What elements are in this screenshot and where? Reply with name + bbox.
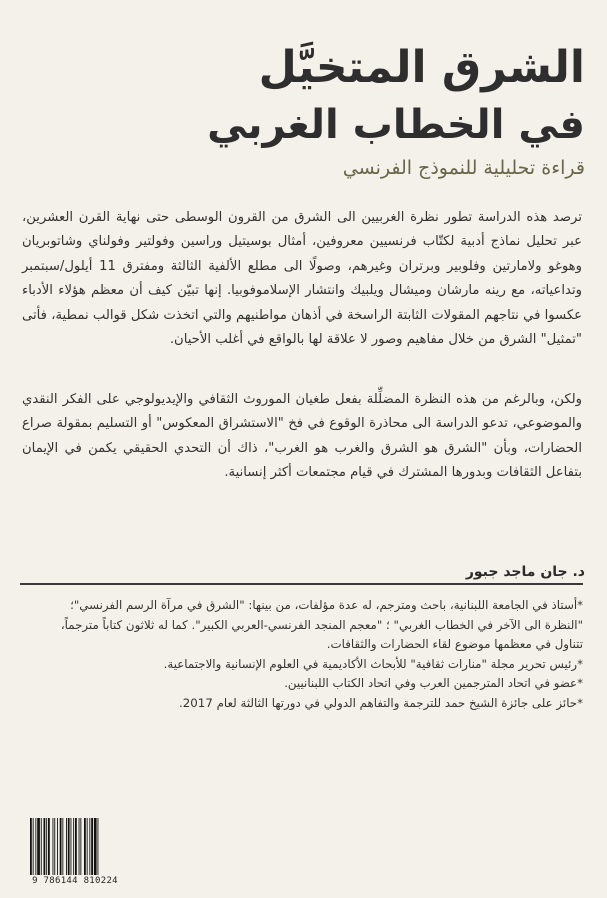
isbn-number: 9 786144 810224 xyxy=(28,875,122,887)
bio-line: *عضو في اتحاد المترجمين العرب وفي اتحاد الكتاب اللبنانيين. xyxy=(284,676,583,691)
title-line-1: الشرق المتخيَّل xyxy=(258,42,585,93)
bio-line: *أستاذ في الجامعة اللبنانية، باحث ومترجم، له عدة مؤلفات، من بينها: "الشرق في مرآة الرسم الفرنسي"؛ xyxy=(70,598,583,612)
author-bio xyxy=(23,596,583,714)
bio-line: *رئيس تحرير مجلة "منارات ثقافية" للأبحاث الأكاديمية في العلوم الإنسانية والاجتماعية. xyxy=(163,656,583,671)
bio-line: *حائز على جائزة الشيخ حمد للترجمة والتفاهم الدولي في دورتها الثالثة لعام 2017. xyxy=(179,695,583,710)
barcode-bars-icon xyxy=(28,818,122,878)
author-name: د. جان ماجد جبور xyxy=(465,564,585,580)
divider-rule xyxy=(20,583,583,585)
bio-line: "النظرة الى الآخر في الخطاب الغربي" ؛ "معجم المنجد الفرنسي-العربي الكبير". كما له ثلاثون كتاباً مترجماً، xyxy=(60,617,583,632)
paragraph-2: ولكن، وبالرغم من هذه النظرة المضلِّلة بفعل طغيان الموروث الثقافي والإيديولوجي على الفكر النقدي والموضوعي، تدعو الدراسة الى محاذرة الوقوع في فخ "الاستشراق المعكوس" أو التسليم بمقولة صراع الحضارات، وبأن "الشرق هو الشرق والغرب هو الغرب"، ذاك أن التحدي الحقيقي يكمن في الإيمان بتفاعل الثقافات وبدورها المشترك في قيام مجتمعات أكثر إنسانية. xyxy=(22,392,582,481)
paragraph-1: ترصد هذه الدراسة تطور نظرة الغربيين الى الشرق من القرون الوسطى حتى نهاية القرن العشرين، عبر تحليل نماذج أدبية لكتّاب فرنسيين معروفين، أمثال بوسيتيل وراسين وفولتير وفولناي وشاتوبريان وهوغو ولامارتين وفلوبير وبرتران وغيرهم، وصولًا الى مطلع الألفية الثالثة ومفترق 11 أيلول/سبتمبر وتداعياته، مع رينه مارشان وميشال ويلبيك وانتشار الإسلاموفوبيا. إنها تبيّن كيف أن معظم هؤلاء الأدباء عكسوا في نتاجهم المقولات الثابتة الراسخة في أذهان مواطنيهم والتي اتخذت شكل قوالب نمطية، فأتى "تمثيل" الشرق من خلال مفاهيم وصور لا علاقة لها بالواقع في أغلب الأحيان. xyxy=(22,210,582,348)
title-line-2: في الخطاب الغربي xyxy=(207,102,585,148)
subtitle: قراءة تحليلية للنموذج الفرنسي xyxy=(342,157,585,179)
bio-line: تتناول في معظمها موضوع لقاء الحضارات والثقافات. xyxy=(326,637,583,652)
